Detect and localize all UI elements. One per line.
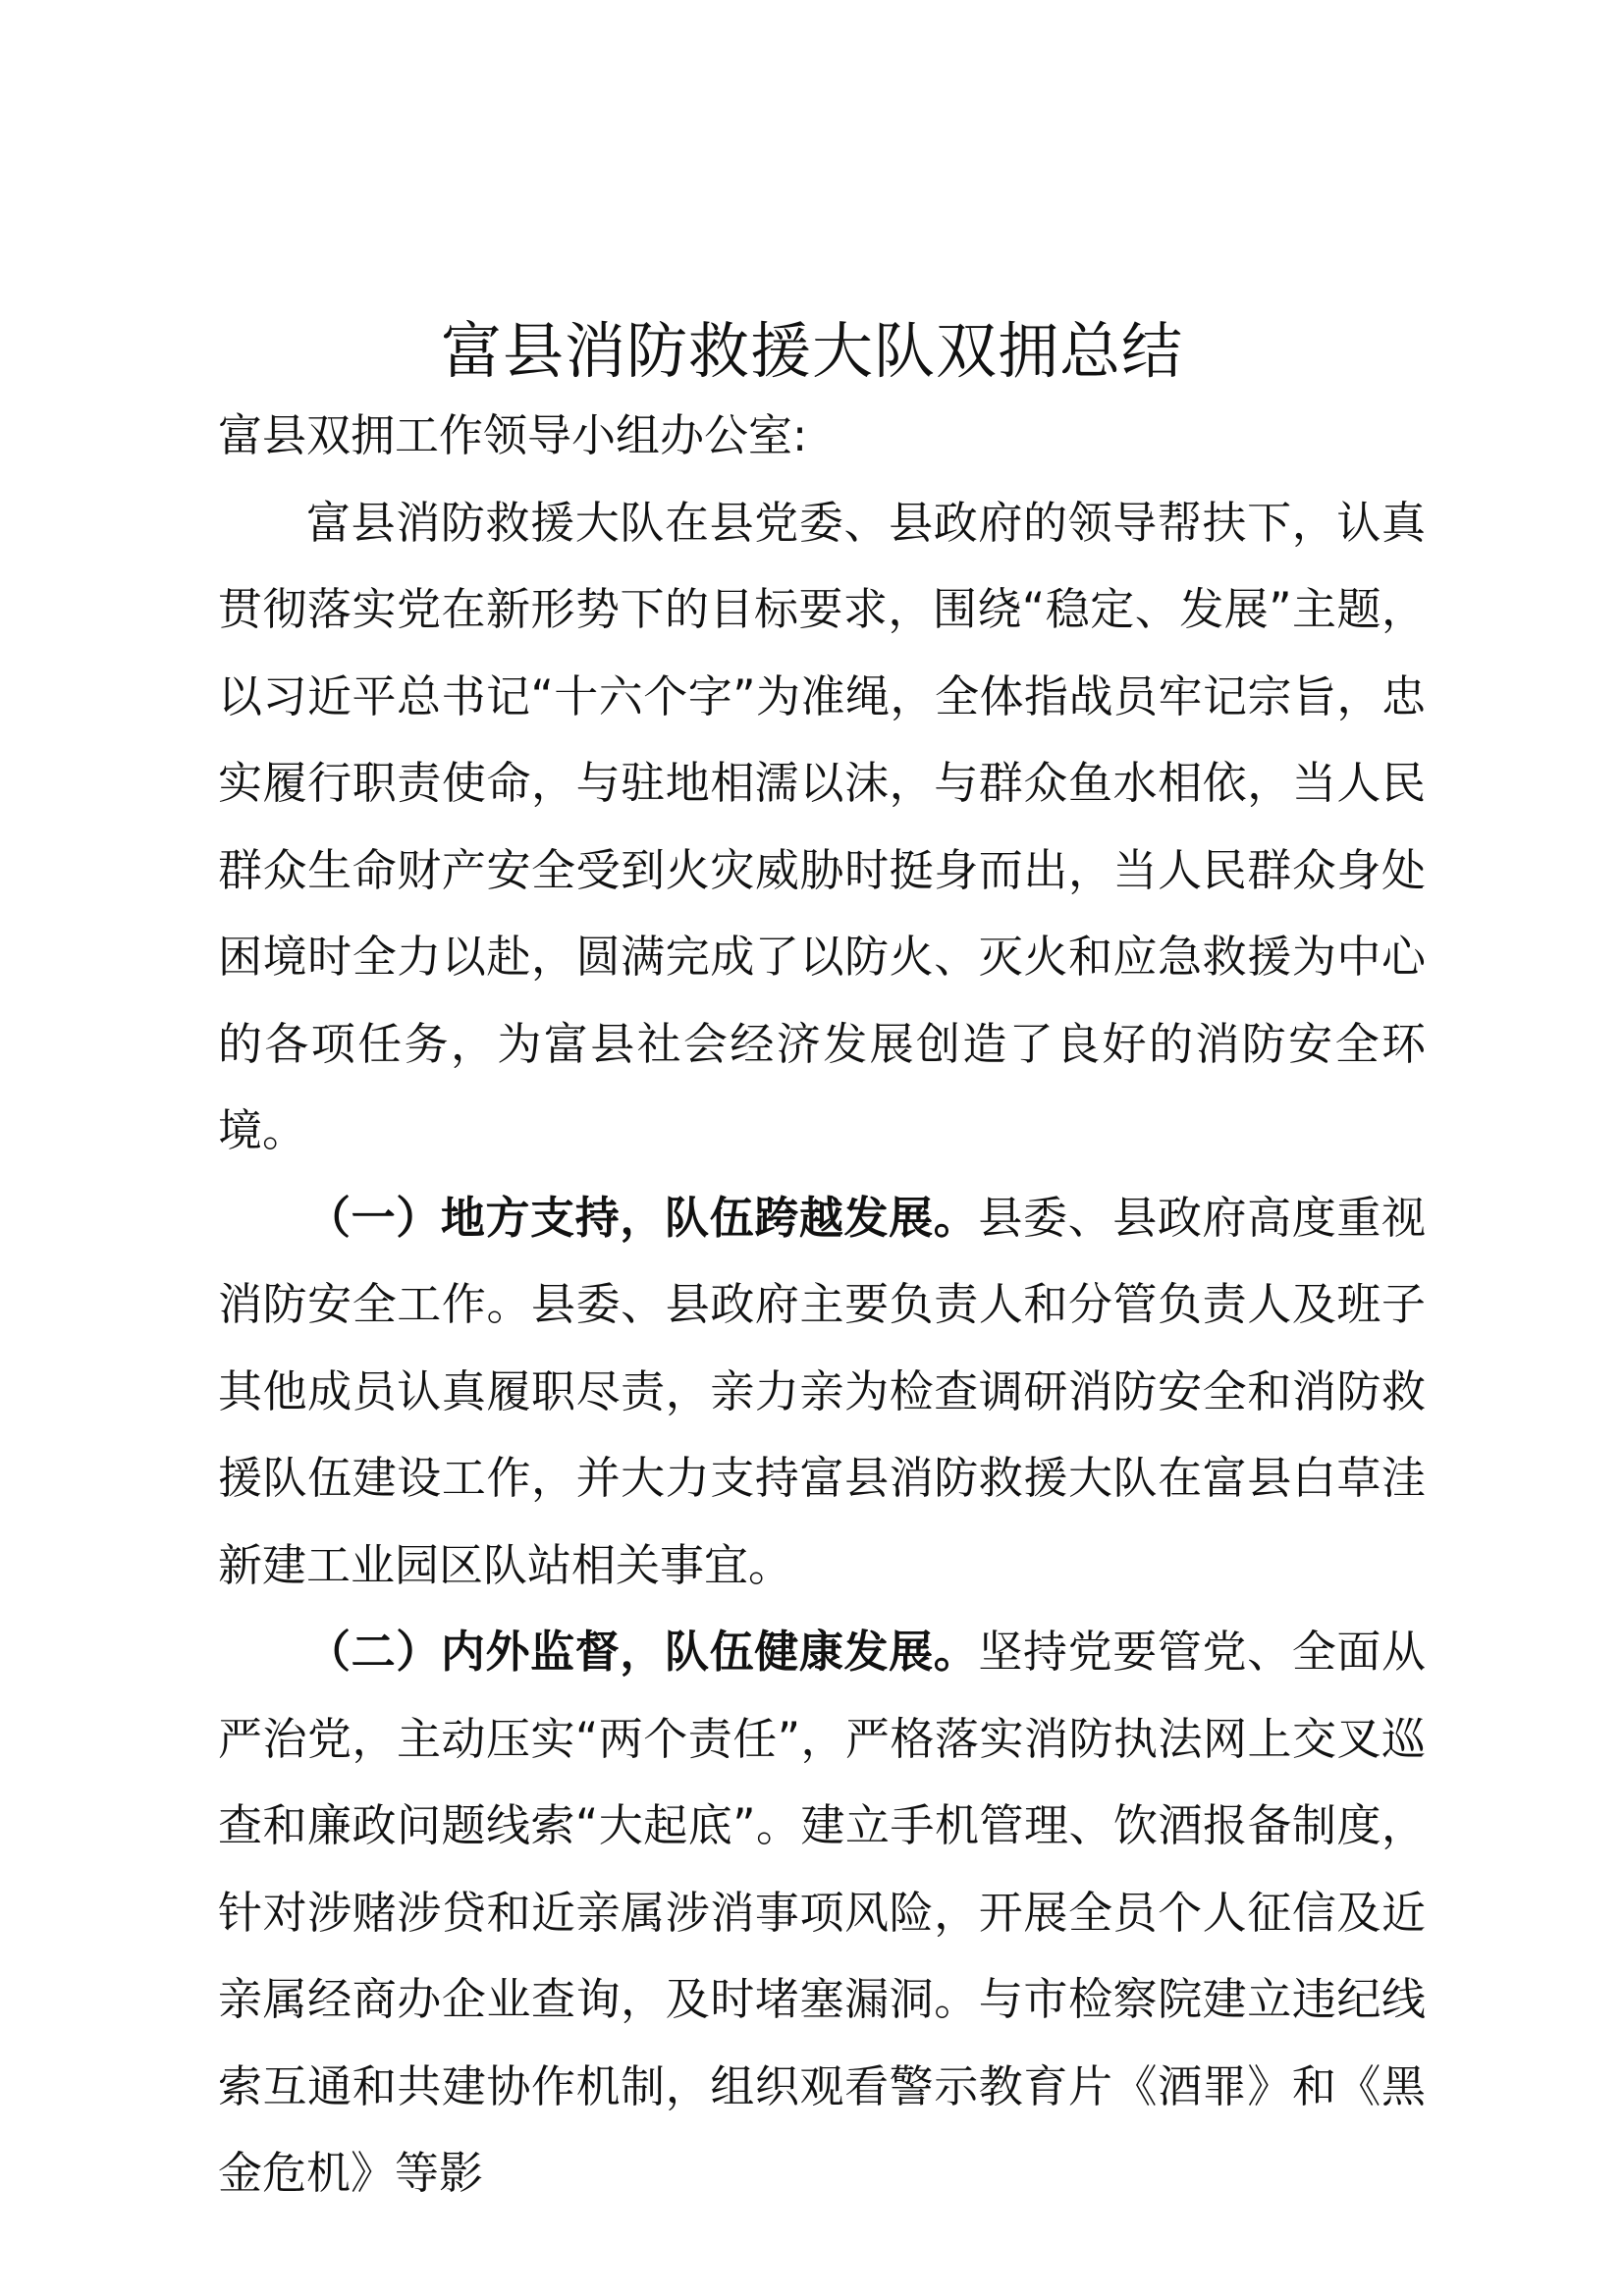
section-text-1: 县委、县政府高度重视消防安全工作。县委、县政府主要负责人和分管负责人及班子其他成员认真履职尽责，亲力亲为检查调研消防安全和消防救援队伍建设工作，并大力支持富县消防救援大队在富县白草洼新建工业园区队站相关事宜。 bbox=[218, 1191, 1426, 1591]
section-heading-2: （二）内外监督，队伍健康发展。 bbox=[306, 1626, 979, 1678]
section-text-2: 坚持党要管党、全面从严治党，主动压实“两个责任”，严格落实消防执法网上交叉巡查和廉政问题线索“大起底”。建立手机管理、饮酒报备制度，针对涉赌涉贷和近亲属涉消事项风险，开展全员个人征信及近亲属经商办企业查询，及时堵塞漏洞。与市检察院建立违纪线索互通和共建协作机制，组织观看警示教育片《酒罪》和《黑金危机》等影 bbox=[218, 1626, 1426, 2199]
intro-paragraph: 富县消防救援大队在县党委、县政府的领导帮扶下，认真贯彻落实党在新形势下的目标要求，围绕“稳定、发展”主题，以习近平总书记“十六个字”为准绳，全体指战员牢记宗旨，忠实履行职责使命，与驻地相濡以沫，与群众鱼水相依，当人民群众生命财产安全受到火灾威胁时挺身而出，当人民群众身处困境时全力以赴，圆满完成了以防火、灭火和应急救援为中心的各项任务，为富县社会经济发展创造了良好的消防安全环境。 bbox=[218, 496, 1426, 1156]
section-paragraph-1 bbox=[218, 1175, 1426, 1610]
document-body bbox=[218, 393, 1426, 2217]
addressee: 富县双拥工作领导小组办公室: bbox=[218, 409, 808, 461]
section-paragraph-2 bbox=[218, 1609, 1426, 2217]
document-title: 富县消防救援大队双拥总结 bbox=[440, 315, 1183, 387]
section-heading-1: （一）地方支持，队伍跨越发展。 bbox=[306, 1191, 979, 1244]
